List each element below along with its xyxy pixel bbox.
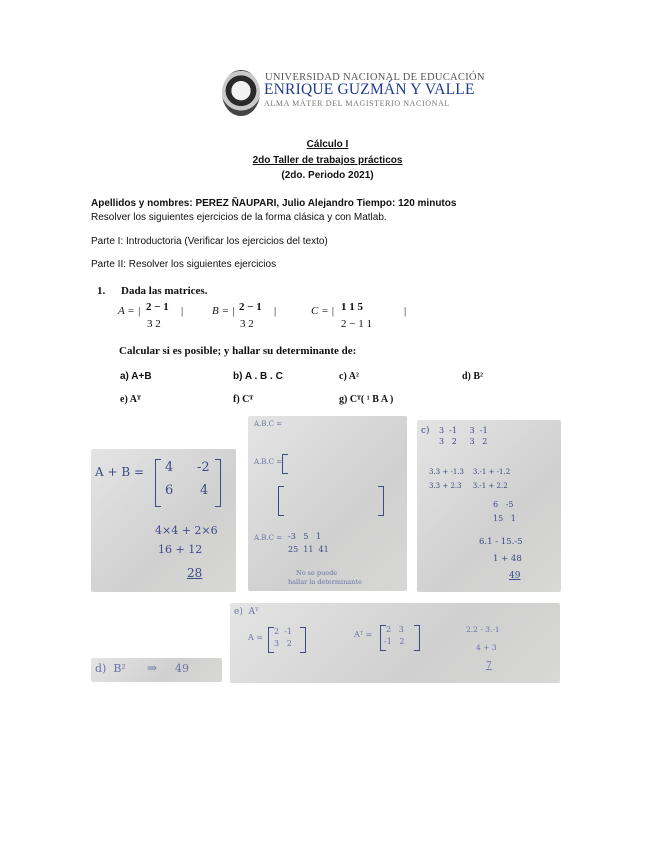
matrix-a-name: A = | <box>118 305 141 317</box>
hw-d-result: 49 <box>175 662 189 675</box>
hw-c-top2: 3 2 3 2 <box>439 437 488 446</box>
hw-c-top1: 3 -1 3 -1 <box>439 426 488 435</box>
hw-e-label: e) Aᵀ <box>234 607 259 617</box>
handwritten-photo-d <box>91 658 222 682</box>
hw-a-m11: 4 <box>165 460 174 475</box>
handwritten-photo-e <box>230 603 560 683</box>
hw-e-bracket4 <box>414 625 420 651</box>
student-line: Apellidos y nombres: PEREZ ÑAUPARI, Julio Alejandro Tiempo: 120 minutos <box>91 198 457 209</box>
hw-c-res1: 6 -5 <box>493 500 514 509</box>
logo-line-3: ALMA MÁTER DEL MAGISTERIO NACIONAL <box>264 99 450 108</box>
matrix-a-row2: 3 2 <box>147 318 161 330</box>
hw-e-at-label: Aᵀ = <box>354 630 373 639</box>
exercise-number: 1. <box>97 285 106 297</box>
hw-b-r2: 25 11 41 <box>288 545 329 554</box>
hw-b-note1: No se puede <box>296 569 338 577</box>
part-1-label: Parte I: Introductoria (Verificar los ejercicios del texto) <box>91 236 328 247</box>
hw-b-line2: A.B.C = <box>254 458 283 466</box>
matrix-c-close: | <box>404 305 407 317</box>
hw-e-calc2: 4 + 3 <box>476 643 497 652</box>
matrix-a-row1: 2 − 1 <box>146 301 169 313</box>
exercise-heading: Dada las matrices. <box>121 285 208 297</box>
hw-c-calc2: 1 + 48 <box>493 554 522 564</box>
hw-a-calc2: 16 + 12 <box>158 543 203 556</box>
hw-a-bracket-left <box>155 459 161 507</box>
course-title: Cálculo I <box>306 139 349 150</box>
matrix-c-name: C = | <box>311 305 335 317</box>
logo-line-1: UNIVERSIDAD NACIONAL DE EDUCACIÓN <box>265 72 485 83</box>
handwritten-photo-b <box>248 416 407 591</box>
item-a: a) A+B <box>120 371 152 382</box>
item-d: d) B² <box>462 371 484 382</box>
hw-e-at-r2: -1 2 <box>384 637 405 646</box>
logo-line-2: ENRIQUE GUZMÁN Y VALLE <box>264 81 475 98</box>
hw-a-m21: 6 <box>165 483 174 498</box>
hw-e-at-r1: 2 3 <box>386 625 404 634</box>
hw-e-a-label: A = <box>248 633 264 642</box>
hw-b-bracket2 <box>278 486 284 516</box>
matrix-b-row2: 3 2 <box>240 318 254 330</box>
handwritten-photo-c <box>417 420 561 592</box>
question-text: Calcular si es posible; y hallar su determinante de: <box>119 345 357 357</box>
hw-a-result: 28 <box>187 566 203 580</box>
hw-d-arrow-icon: ⇒ <box>147 661 158 675</box>
part-2-label: Parte II: Resolver los siguientes ejercicios <box>91 259 277 270</box>
hw-a-label: A + B = <box>95 465 145 479</box>
hw-c-mid1: 3.3 + -1.3 3.-1 + -1.2 <box>429 468 511 476</box>
period-label: (2do. Periodo 2021) <box>281 170 374 181</box>
item-f: f) Cᵀ <box>233 394 254 405</box>
item-c: c) A² <box>339 371 359 382</box>
hw-b-r1: -3 5 1 <box>288 532 322 541</box>
matrix-b-row1: 2 − 1 <box>239 301 262 313</box>
hw-e-result: 7 <box>486 661 492 671</box>
university-seal-logo <box>222 70 260 116</box>
hw-b-bracket3 <box>378 486 384 516</box>
hw-e-bracket2 <box>300 627 306 653</box>
hw-a-m22: 4 <box>200 483 209 498</box>
hw-b-note2: hallar la determinante <box>288 578 362 586</box>
hw-c-calc1: 6.1 - 15.-5 <box>479 537 523 547</box>
hw-a-bracket-right <box>215 459 221 507</box>
hw-d-label: d) B² <box>95 662 126 675</box>
hw-a-m12: -2 <box>197 460 210 475</box>
matrix-b-close: | <box>274 305 277 317</box>
hw-b-bracket1 <box>282 454 288 474</box>
item-e: e) Aᵀ <box>120 394 141 405</box>
item-g: g) Cᵀ( ¹ B A ) <box>339 394 394 405</box>
matrix-b-name: B = | <box>212 305 235 317</box>
hw-e-a-r1: 2 -1 <box>274 627 292 636</box>
hw-b-line3: A.B.C = <box>254 534 283 542</box>
hw-c-label: c) <box>421 426 430 436</box>
matrix-a-close: | <box>181 305 184 317</box>
document-title: 2do Taller de trabajos prácticos <box>252 155 403 166</box>
hw-c-result: 49 <box>509 571 521 581</box>
hw-e-calc1: 2.2 - 3.-1 <box>466 625 500 634</box>
instructions: Resolver los siguientes ejercicios de la forma clásica y con Matlab. <box>91 212 387 223</box>
hw-c-mid2: 3.3 + 2.3 3.-1 + 2.2 <box>429 482 508 490</box>
hw-a-calc1: 4×4 + 2×6 <box>155 524 218 537</box>
item-b: b) A . B . C <box>233 371 283 382</box>
handwritten-photo-a <box>91 449 236 592</box>
matrix-c-row2: 2 − 1 1 <box>341 318 372 330</box>
hw-e-a-r2: 3 2 <box>274 639 292 648</box>
hw-c-res2: 15 1 <box>493 514 516 523</box>
matrix-c-row1: 1 1 5 <box>341 301 363 313</box>
hw-b-line1: A.B.C = <box>254 420 283 428</box>
